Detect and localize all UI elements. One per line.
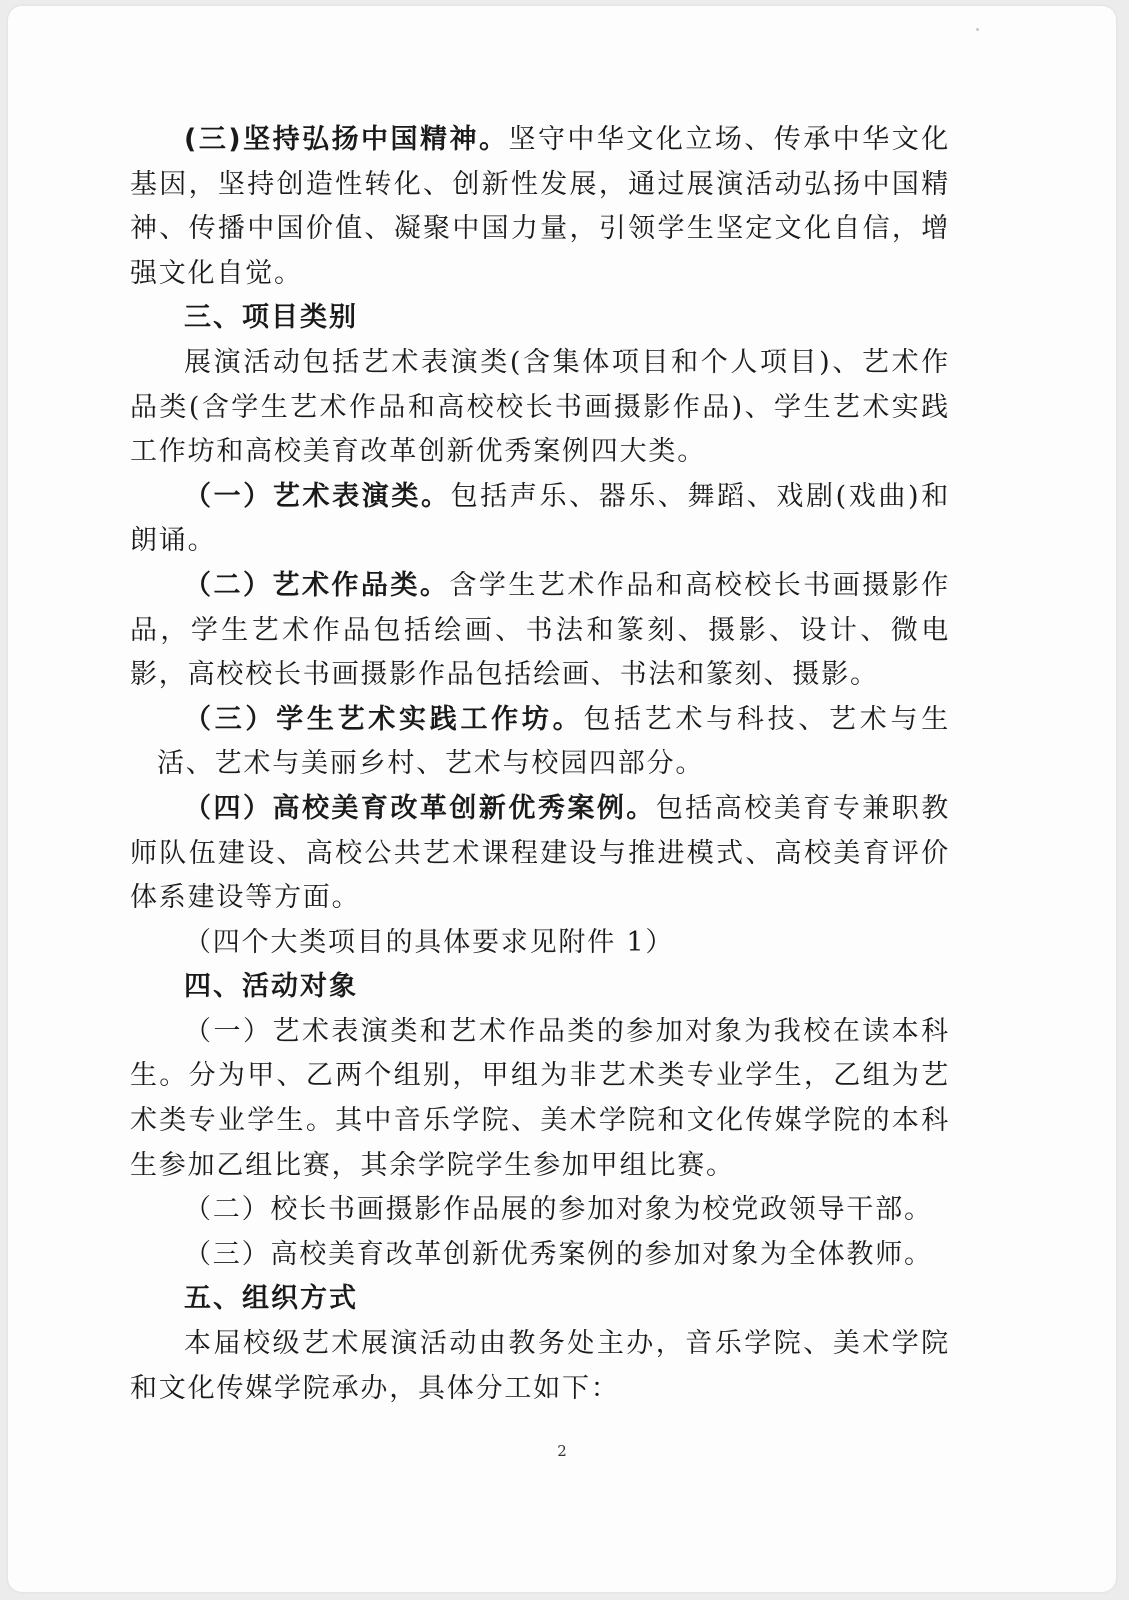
paragraph-target-3: （三）高校美育改革创新优秀案例的参加对象为全体教师。 (184, 1238, 933, 1270)
paragraph-target-2: （二）校长书画摄影作品展的参加对象为校党政领导干部。 (184, 1194, 933, 1226)
paragraph-text: 包括艺术与科技、艺术与生活、艺术与美丽乡村、艺术与校园四部分。 (157, 703, 950, 780)
paragraph-lead: （四）高校美育改革创新优秀案例。 (184, 792, 656, 824)
paragraph-cases (130, 787, 950, 921)
paragraph-workshop (130, 698, 950, 787)
section-heading-targets: 四、活动对象 (184, 971, 358, 1003)
paragraph-spirit (130, 118, 950, 296)
document-body (130, 118, 950, 1411)
scan-speck (976, 28, 979, 31)
document-page (8, 6, 1116, 1592)
paragraph-text: 坚守中华文化立场、传承中华文化基因，坚持创造性转化、创新性发展，通过展演活动弘扬中国精神、传播中国价值、凝聚中国力量，引领学生坚定文化自信，增强文化自觉。 (130, 124, 951, 289)
paragraph-lead: （一）艺术表演类。 (184, 480, 451, 512)
section-heading-categories: 三、项目类别 (184, 302, 358, 334)
page-number: 2 (557, 1442, 567, 1460)
paragraph-target-1: （一）艺术表演类和艺术作品类的参加对象为我校在读本科生。分为甲、乙两个组别，甲组为非艺术类专业学生，乙组为艺术类专业学生。其中音乐学院、美术学院和文化传媒学院的本科生参加乙组比赛，其余学院学生参加甲组比赛。 (130, 1015, 950, 1181)
paragraph-text: 包括声乐、器乐、舞蹈、戏剧(戏曲)和朗诵。 (130, 480, 951, 557)
paragraph-lead: （三）学生艺术实践工作坊。 (184, 703, 584, 735)
paragraph-organization: 本届校级艺术展演活动由教务处主办，音乐学院、美术学院和文化传媒学院承办，具体分工如下： (130, 1328, 950, 1404)
paragraph-text: 含学生艺术作品和高校校长书画摄影作品，学生艺术作品包括绘画、书法和篆刻、摄影、设计、微电影，高校校长书画摄影作品包括绘画、书法和篆刻、摄影。 (130, 569, 950, 691)
paragraph-text: 包括高校美育专兼职教师队伍建设、高校公共艺术课程建设与推进模式、高校美育评价体系建设等方面。 (130, 792, 950, 914)
paragraph-performance (130, 475, 950, 564)
paragraph-appendix-note: （四个大类项目的具体要求见附件 1） (184, 926, 675, 958)
paragraph-lead: （二）艺术作品类。 (184, 569, 450, 601)
paragraph-lead: (三)坚持弘扬中国精神。 (184, 124, 509, 155)
paragraph-categories-intro: 展演活动包括艺术表演类(含集体项目和个人项目)、艺术作品类(含学生艺术作品和高校校长书画摄影作品)、学生艺术实践工作坊和高校美育改革创新优秀案例四大类。 (130, 346, 950, 468)
paragraph-artworks (130, 564, 950, 698)
section-heading-organization: 五、组织方式 (184, 1283, 358, 1315)
